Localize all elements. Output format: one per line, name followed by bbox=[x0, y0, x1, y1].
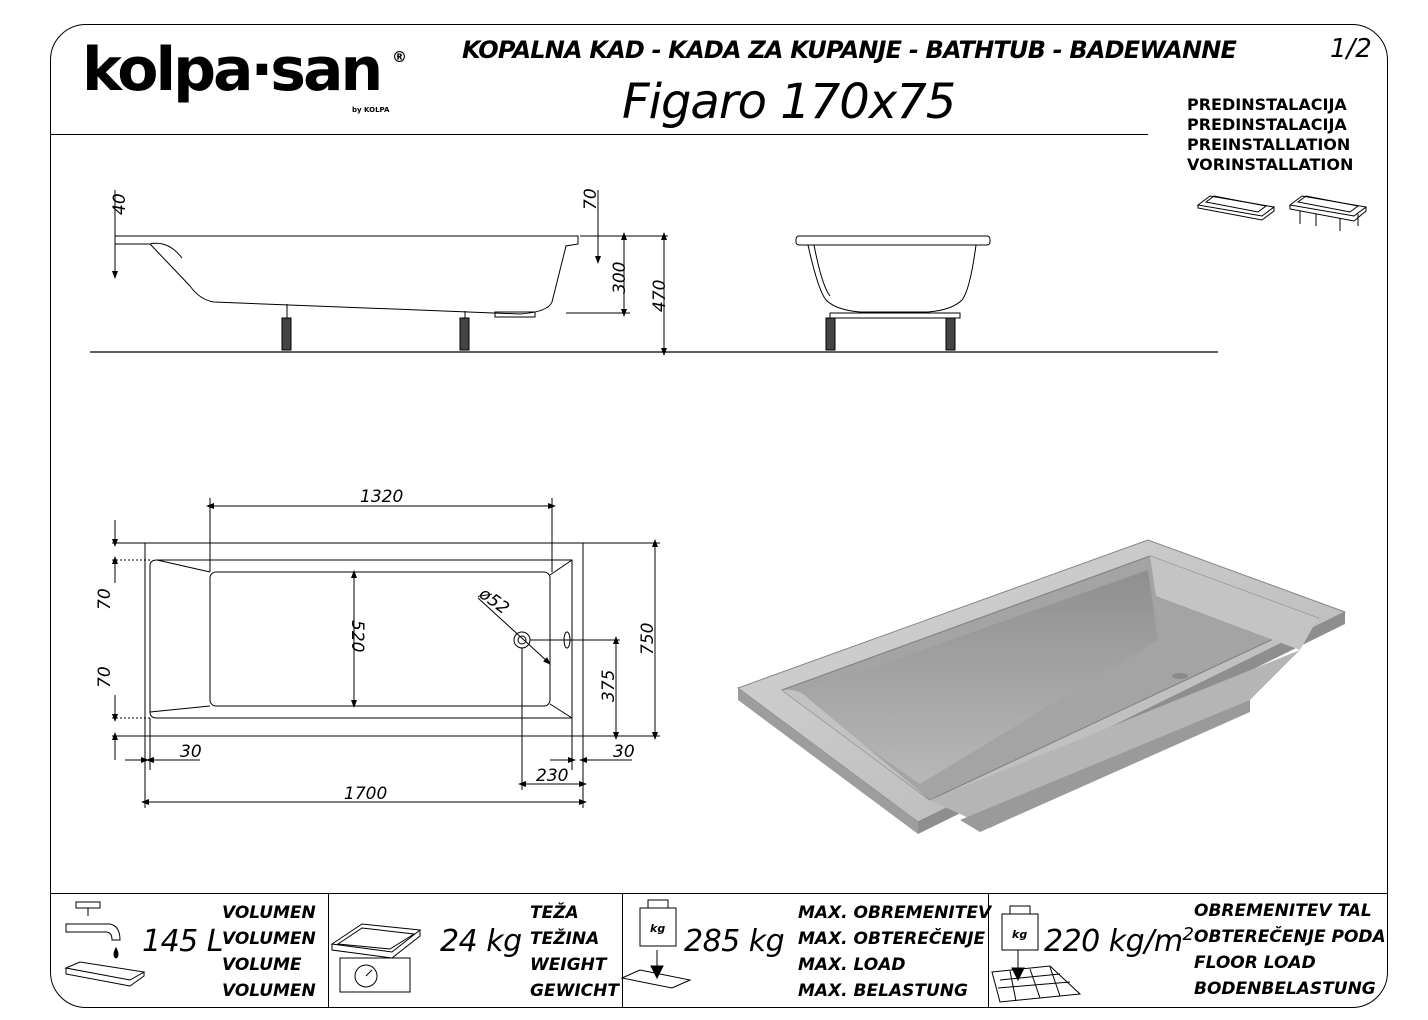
spec-label: VOLUMEN bbox=[222, 929, 316, 949]
floor-load-number: 220 kg/m bbox=[1044, 924, 1183, 959]
spec-label: MAX. LOAD bbox=[798, 955, 906, 975]
side-view bbox=[90, 190, 1218, 352]
spec-label: MAX. BELASTUNG bbox=[798, 981, 968, 1001]
spec-label: VOLUMEN bbox=[222, 981, 316, 1001]
spec-label: OBREMENITEV TAL bbox=[1194, 901, 1372, 921]
preinstallation-label: VORINSTALLATION bbox=[1187, 155, 1354, 174]
kg-badge: kg bbox=[1012, 928, 1028, 941]
end-view bbox=[796, 236, 990, 350]
spec-label: TEŽA bbox=[530, 903, 579, 923]
spec-label: BODENBELASTUNG bbox=[1194, 979, 1376, 999]
floor-load-superscript: 2 bbox=[1182, 924, 1194, 945]
volume-value: 145 L bbox=[142, 924, 224, 959]
dim-drain-offset: 375 bbox=[599, 669, 619, 702]
max-load-labels bbox=[798, 900, 991, 1004]
page-number: 1/2 bbox=[1330, 34, 1372, 64]
dim-left-offset-bottom: 70 bbox=[95, 666, 115, 688]
dim-depth: 300 bbox=[610, 261, 630, 294]
preinstallation-icon-built-in bbox=[1198, 196, 1274, 220]
spec-label: MAX. OBREMENITEV bbox=[798, 903, 992, 923]
spec-label: FLOOR LOAD bbox=[1194, 953, 1316, 973]
spec-label: VOLUME bbox=[222, 955, 302, 975]
spec-label: WEIGHT bbox=[530, 955, 607, 975]
document-title: KOPALNA KAD - KADA ZA KUPANJE - BATHTUB - BADEWANNE bbox=[462, 36, 1237, 64]
dim-total-height: 470 bbox=[650, 279, 670, 312]
weight-value: 24 kg bbox=[440, 924, 522, 959]
preinstallation-label: PREINSTALLATION bbox=[1187, 135, 1351, 154]
dim-left-margin: 30 bbox=[180, 742, 202, 762]
spec-label: MAX. OBTEREČENJE bbox=[798, 929, 986, 949]
dim-left-offset-top: 70 bbox=[95, 588, 115, 610]
dim-drain-diameter: ø52 bbox=[475, 583, 513, 619]
footer-separator bbox=[328, 893, 329, 1008]
dim-rim-height: 40 bbox=[110, 193, 130, 215]
floor-load-value bbox=[1044, 924, 1194, 959]
water-tap-icon bbox=[66, 902, 144, 986]
dim-inner-length: 1320 bbox=[360, 487, 404, 507]
registered-mark: ® bbox=[392, 48, 407, 66]
weighing-scale-icon bbox=[332, 924, 420, 992]
bathtub-render bbox=[738, 540, 1345, 834]
model-name: Figaro 170x75 bbox=[622, 74, 956, 130]
weight-labels bbox=[530, 900, 619, 1004]
spec-label: TEŽINA bbox=[530, 929, 600, 949]
preinstallation-label: PREDINSTALACIJA bbox=[1187, 95, 1347, 114]
preinstallation-icon-freestanding bbox=[1290, 196, 1366, 231]
dim-rim-right: 70 bbox=[581, 188, 601, 210]
spec-label: GEWICHT bbox=[530, 981, 619, 1001]
preinstallation-label: PREDINSTALACIJA bbox=[1187, 115, 1347, 134]
dim-outer-width: 750 bbox=[638, 622, 658, 655]
volume-labels bbox=[222, 900, 316, 1004]
dim-inner-width: 520 bbox=[347, 620, 367, 653]
brand-logo: kolpa·san bbox=[82, 35, 381, 105]
spec-label: VOLUMEN bbox=[222, 903, 316, 923]
dim-drain-from-end: 230 bbox=[536, 766, 569, 786]
footer-divider bbox=[50, 893, 1388, 894]
floor-load-labels bbox=[1194, 898, 1386, 1002]
weight-icon bbox=[622, 900, 690, 988]
kg-badge: kg bbox=[650, 922, 666, 935]
dim-right-margin: 30 bbox=[613, 742, 635, 762]
brand-byline: by KOLPA bbox=[352, 106, 390, 114]
max-load-value: 285 kg bbox=[684, 924, 785, 959]
footer-separator bbox=[622, 893, 623, 1008]
spec-label: OBTEREČENJE PODA bbox=[1194, 927, 1386, 947]
dim-total-length: 1700 bbox=[344, 784, 388, 804]
